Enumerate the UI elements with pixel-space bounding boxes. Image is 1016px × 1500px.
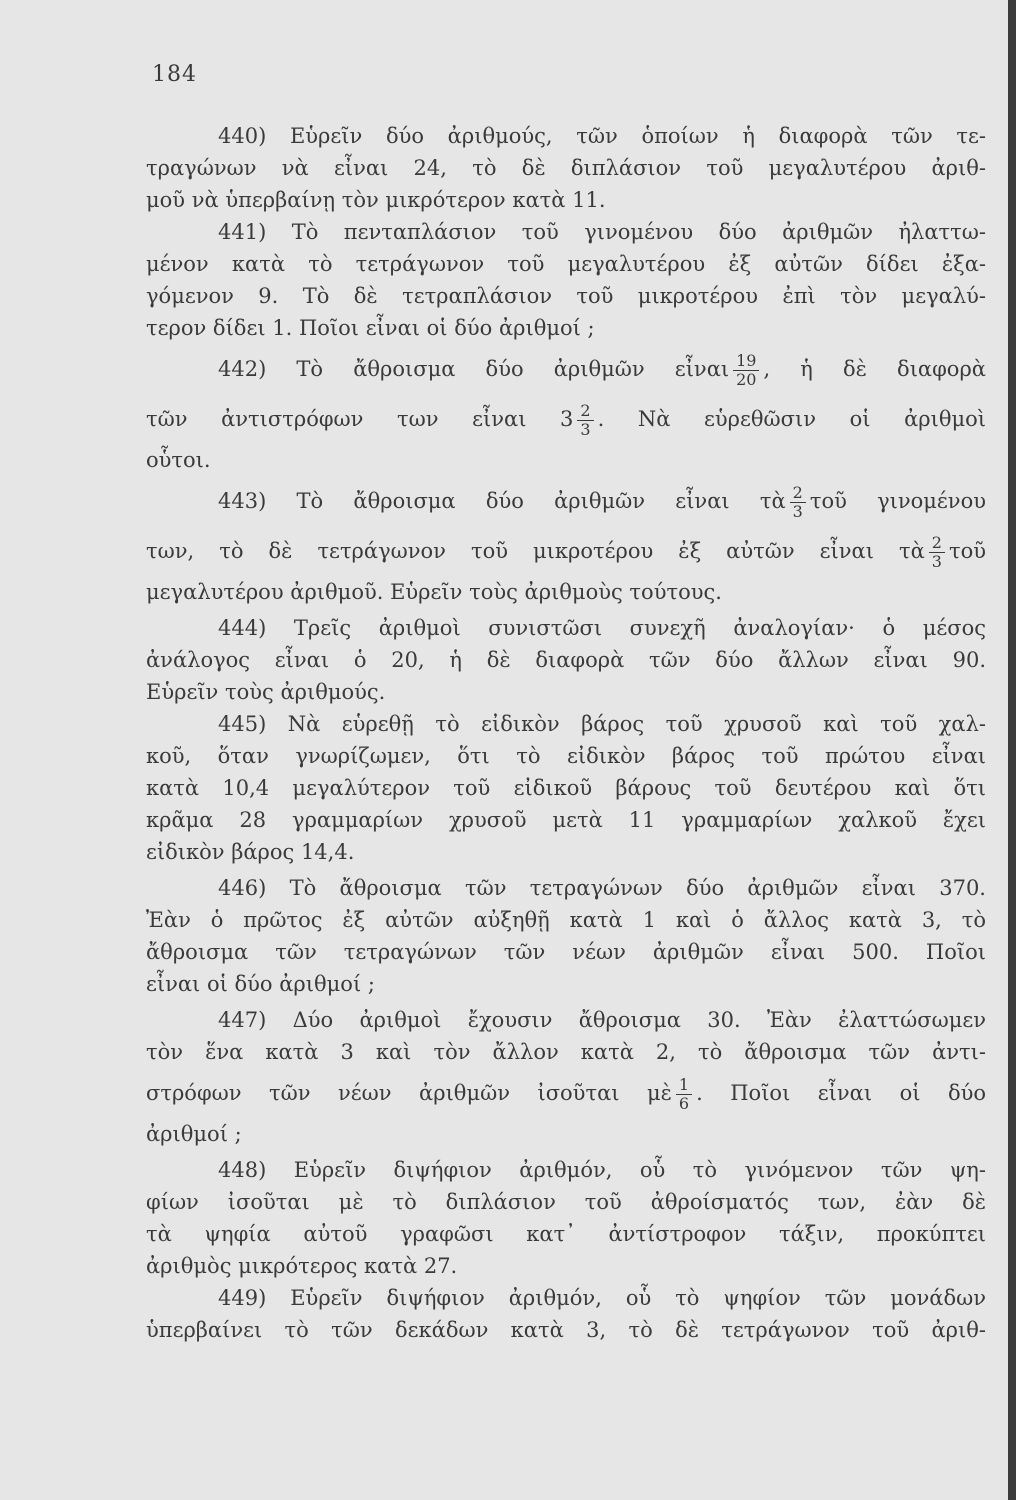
problem-line: Εὑρεῖν τοὺς ἀριθμούς. [146,680,386,704]
problem-447 [146,1004,986,1150]
fraction-denominator: 20 [733,370,759,389]
text-run: 443) Τὸ ἄθροισμα δύο ἀριθμῶν εἶναι τὰ [218,489,786,513]
problem-line [146,476,986,526]
problem-line [146,344,986,394]
problem-line: κατὰ 10,4 μεγαλύτερον τοῦ εἰδικοῦ βάρους τοῦ δευτέρου καὶ ὅτι [146,776,986,800]
problem-line: ἄθροισμα τῶν τετραγώνων τῶν νέων ἀριθμῶν εἶναι 500. Ποῖοι [146,940,986,964]
problem-line: 445) Νὰ εὑρεθῇ τὸ εἰδικὸν βάρος τοῦ χρυσοῦ καὶ τοῦ χαλ- [218,712,986,736]
problem-line: ἀριθμοί ; [146,1122,242,1146]
fraction [676,1076,692,1113]
problem-line: τὸν ἕνα κατὰ 3 καὶ τὸν ἄλλον κατὰ 2, τὸ ἄθροισμα τῶν ἀντι- [146,1040,986,1064]
problem-445 [146,708,986,868]
problem-line: ἀριθμὸς μικρότερος κατὰ 27. [146,1254,458,1278]
problem-line: 444) Τρεῖς ἀριθμοὶ συνιστῶσι συνεχῆ ἀναλογίαν· ὁ μέσος [218,616,986,640]
text-run: . Ποῖοι εἶναι οἱ δύο [696,1081,986,1105]
problem-line: φίων ἰσοῦται μὲ τὸ διπλάσιον τοῦ ἀθροίσματός των, ἐὰν δὲ [146,1190,986,1214]
fraction-numerator: 2 [931,533,942,552]
problem-440 [146,120,986,216]
text-run: τοῦ [948,539,986,563]
problem-443 [146,476,986,608]
problem-441 [146,216,986,344]
problem-line: ἀνάλογος εἶναι ὁ 20, ἡ δὲ διαφορὰ τῶν δύο ἄλλων εἶναι 90. [146,648,986,672]
fraction [733,352,759,389]
problem-446 [146,872,986,1000]
fraction-numerator: 2 [580,401,591,420]
fraction-denominator: 3 [929,552,945,571]
problem-444 [146,612,986,708]
text-run: στρόφων τῶν νέων ἀριθμῶν ἰσοῦται μὲ [146,1081,672,1105]
text-run: τῶν ἀντιστρόφων των εἶναι 3 [146,407,574,431]
problem-442 [146,344,986,476]
problem-line: τραγώνων νὰ εἶναι 24, τὸ δὲ διπλάσιον τοῦ μεγαλυτέρου ἀριθ- [146,156,986,180]
problem-line: κοῦ, ὅταν γνωρίζωμεν, ὅτι τὸ εἰδικὸν βάρος τοῦ πρώτου εἶναι [146,744,986,768]
page-number: 184 [152,62,197,87]
problem-line: 446) Τὸ ἄθροισμα τῶν τετραγώνων δύο ἀριθμῶν εἶναι 370. [218,876,986,900]
problem-line: οὗτοι. [146,448,211,472]
fraction [577,402,593,439]
text-run: των, τὸ δὲ τετράγωνον τοῦ μικροτέρου ἐξ αὐτῶν εἶναι τὰ [146,539,925,563]
problem-line: γόμενον 9. Τὸ δὲ τετραπλάσιον τοῦ μικροτέρου ἐπὶ τὸν μεγαλύ- [146,284,986,308]
fraction-numerator: 2 [792,483,803,502]
problem-line [146,1068,986,1118]
text-run: . Νὰ εὑρεθῶσιν οἱ ἀριθμοὶ [597,407,986,431]
text-run: τοῦ γινομένου [809,489,986,513]
fraction-denominator: 3 [577,420,593,439]
problem-line: ὑπερβαίνει τὸ τῶν δεκάδων κατὰ 3, τὸ δὲ τετράγωνον τοῦ ἀριθ- [146,1318,986,1342]
problem-line: τερον δίδει 1. Ποῖοι εἶναι οἱ δύο ἀριθμοί ; [146,316,595,340]
page-edge-shadow [1008,0,1016,1500]
problem-line: εἰδικὸν βάρος 14,4. [146,840,355,864]
problem-line: 448) Εὑρεῖν διψήφιον ἀριθμόν, οὗ τὸ γινόμενον τῶν ψη- [218,1158,986,1182]
problem-line: μοῦ νὰ ὑπερβαίνῃ τὸν μικρότερον κατὰ 11. [146,188,606,212]
fraction-numerator: 19 [736,351,757,370]
problem-line: 449) Εὑρεῖν διψήφιον ἀριθμόν, οὗ τὸ ψηφίον τῶν μονάδων [218,1286,986,1310]
fraction [929,534,945,571]
problem-line: μένον κατὰ τὸ τετράγωνον τοῦ μεγαλυτέρου ἐξ αὐτῶν δίδει ἐξα- [146,252,986,276]
fraction [790,484,806,521]
problem-line: 441) Τὸ πενταπλάσιον τοῦ γινομένου δύο ἀριθμῶν ἠλαττω- [218,220,986,244]
problem-line [146,394,986,444]
text-run: , ἡ δὲ διαφορὰ [763,357,986,381]
fraction-denominator: 6 [676,1094,692,1113]
problem-line: τὰ ψηφία αὐτοῦ γραφῶσι κατ᾽ ἀντίστροφον τάξιν, προκύπτει [146,1222,986,1246]
page-text [146,120,986,1346]
problem-line: 440) Εὑρεῖν δύο ἀριθμούς, τῶν ὁποίων ἡ διαφορὰ τῶν τε- [218,124,986,148]
fraction-denominator: 3 [790,502,806,521]
text-run: 442) Τὸ ἄθροισμα δύο ἀριθμῶν εἶναι [218,357,730,381]
problem-line: Ἐὰν ὁ πρῶτος ἐξ αὐτῶν αὐξηθῇ κατὰ 1 καὶ ὁ ἄλλος κατὰ 3, τὸ [146,908,986,932]
problem-line [146,526,986,576]
problem-line: 447) Δύο ἀριθμοὶ ἔχουσιν ἄθροισμα 30. Ἐὰν ἐλαττώσωμεν [218,1008,986,1032]
problem-449 [146,1282,986,1346]
fraction-numerator: 1 [678,1075,690,1094]
problem-448 [146,1154,986,1282]
problem-line: εἶναι οἱ δύο ἀριθμοί ; [146,972,375,996]
problem-line: κρᾶμα 28 γραμμαρίων χρυσοῦ μετὰ 11 γραμμαρίων χαλκοῦ ἔχει [146,808,986,832]
problem-line: μεγαλυτέρου ἀριθμοῦ. Εὑρεῖν τοὺς ἀριθμοὺς τούτους. [146,580,722,604]
